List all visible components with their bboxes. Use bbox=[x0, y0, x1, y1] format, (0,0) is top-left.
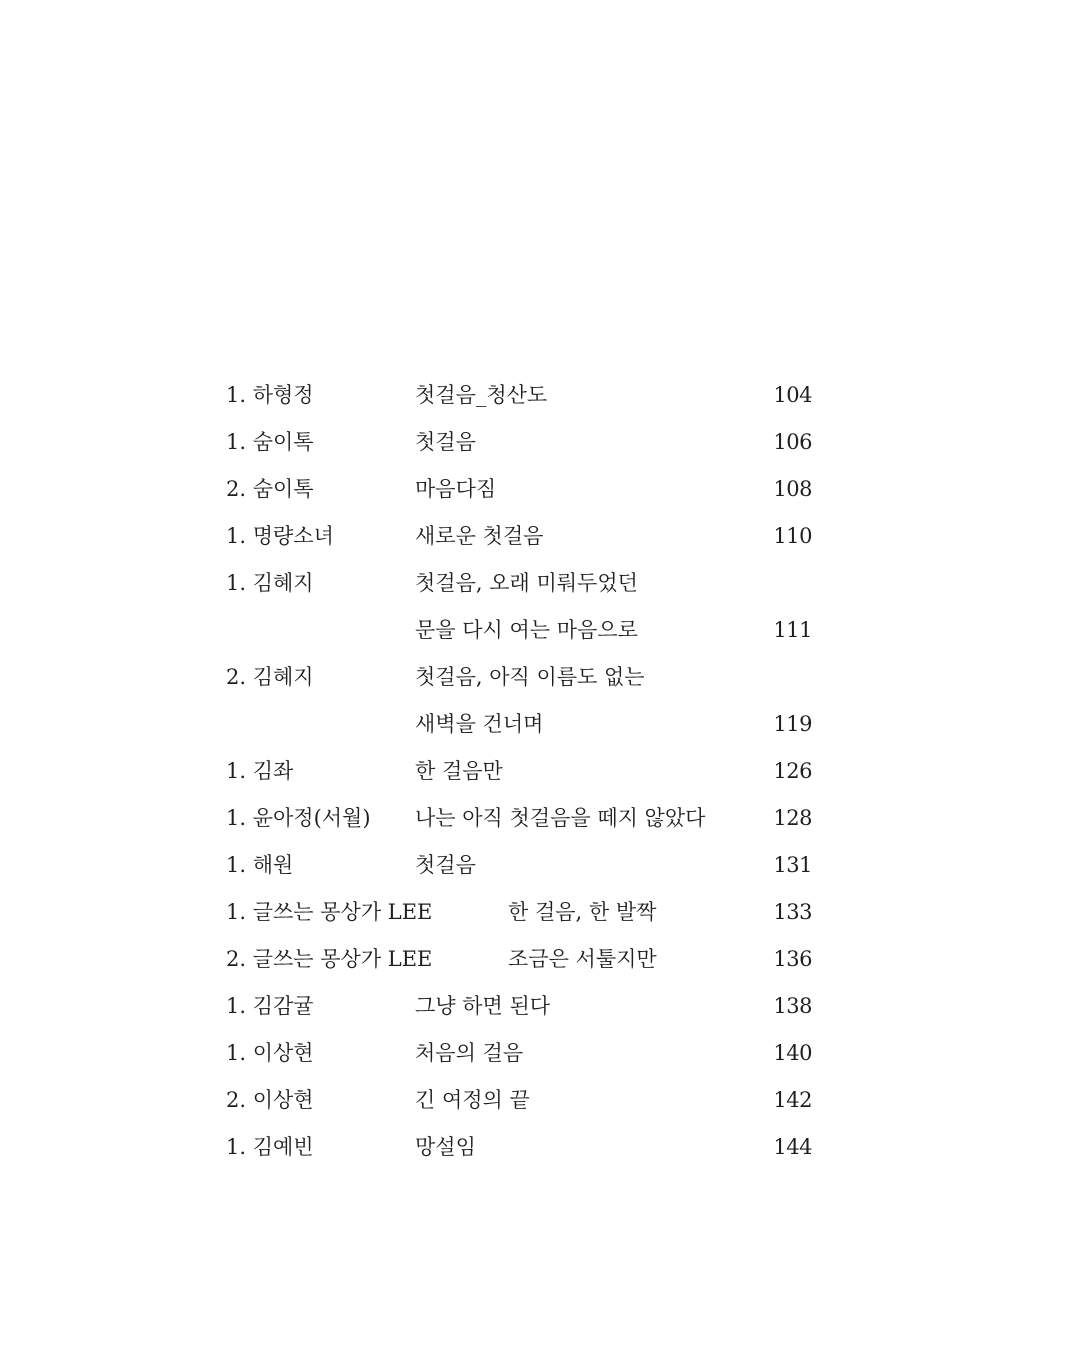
toc-title: 문을 다시 여는 마음으로 bbox=[415, 618, 638, 642]
toc-author: 1. 해원 bbox=[226, 853, 294, 877]
toc-title: 나는 아직 첫걸음을 떼지 않았다 bbox=[415, 806, 706, 830]
toc-page-number: 133 bbox=[773, 900, 812, 924]
table-of-contents bbox=[226, 372, 812, 1171]
toc-title: 새벽을 건너며 bbox=[415, 712, 544, 736]
toc-title: 마음다짐 bbox=[415, 477, 497, 501]
toc-title: 한 걸음, 한 발짝 bbox=[508, 900, 657, 924]
toc-title: 그냥 하면 된다 bbox=[415, 994, 551, 1018]
toc-entry bbox=[226, 748, 812, 795]
toc-author: 1. 김혜지 bbox=[226, 571, 314, 595]
toc-page-number: 126 bbox=[773, 759, 812, 783]
toc-page-number: 140 bbox=[773, 1041, 812, 1065]
toc-entry bbox=[226, 1030, 812, 1077]
toc-author: 1. 김감귤 bbox=[226, 994, 314, 1018]
toc-page-number: 136 bbox=[773, 947, 812, 971]
toc-entry bbox=[226, 983, 812, 1030]
toc-page-number: 111 bbox=[773, 618, 812, 642]
toc-page-number: 106 bbox=[773, 430, 812, 454]
toc-title: 한 걸음만 bbox=[415, 759, 503, 783]
toc-title: 새로운 첫걸음 bbox=[415, 524, 544, 548]
toc-author: 1. 윤아정(서월) bbox=[226, 806, 371, 830]
toc-entry-continuation bbox=[226, 701, 812, 748]
toc-author: 1. 이상현 bbox=[226, 1041, 314, 1065]
toc-title: 첫걸음, 오래 미뤄두었던 bbox=[415, 571, 638, 595]
toc-page-number: 142 bbox=[773, 1088, 812, 1112]
toc-entry bbox=[226, 560, 812, 607]
toc-title: 첫걸음 bbox=[415, 853, 476, 877]
toc-page-number: 138 bbox=[773, 994, 812, 1018]
toc-entry bbox=[226, 654, 812, 701]
toc-author: 2. 숨이톡 bbox=[226, 477, 314, 501]
toc-title: 망설임 bbox=[415, 1135, 476, 1159]
toc-entry bbox=[226, 513, 812, 560]
toc-title: 조금은 서툴지만 bbox=[508, 947, 657, 971]
toc-author: 1. 김좌 bbox=[226, 759, 294, 783]
toc-title: 첫걸음_청산도 bbox=[415, 383, 548, 407]
toc-page-number: 119 bbox=[773, 712, 812, 736]
toc-entry bbox=[226, 419, 812, 466]
toc-entry bbox=[226, 795, 812, 842]
toc-title: 긴 여정의 끝 bbox=[415, 1088, 530, 1112]
toc-author: 2. 이상현 bbox=[226, 1088, 314, 1112]
toc-entry bbox=[226, 372, 812, 419]
toc-entry bbox=[226, 1077, 812, 1124]
toc-author: 1. 하형정 bbox=[226, 383, 314, 407]
toc-author: 2. 김혜지 bbox=[226, 665, 314, 689]
toc-title: 처음의 걸음 bbox=[415, 1041, 524, 1065]
toc-page-number: 144 bbox=[773, 1135, 812, 1159]
toc-author: 1. 명량소녀 bbox=[226, 524, 334, 548]
toc-author: 1. 김예빈 bbox=[226, 1135, 314, 1159]
toc-author: 1. 숨이톡 bbox=[226, 430, 314, 454]
toc-title: 첫걸음 bbox=[415, 430, 476, 454]
toc-author: 2. 글쓰는 몽상가 LEE bbox=[226, 947, 433, 971]
toc-entry bbox=[226, 1124, 812, 1171]
toc-entry bbox=[226, 936, 812, 983]
toc-author: 1. 글쓰는 몽상가 LEE bbox=[226, 900, 433, 924]
toc-page-number: 108 bbox=[773, 477, 812, 501]
toc-page-number: 128 bbox=[773, 806, 812, 830]
toc-page-number: 110 bbox=[773, 524, 812, 548]
toc-title: 첫걸음, 아직 이름도 없는 bbox=[415, 665, 645, 689]
toc-page-number: 104 bbox=[773, 383, 812, 407]
toc-entry-continuation bbox=[226, 607, 812, 654]
toc-entry bbox=[226, 466, 812, 513]
toc-entry bbox=[226, 889, 812, 936]
toc-page-number: 131 bbox=[773, 853, 812, 877]
toc-entry bbox=[226, 842, 812, 889]
